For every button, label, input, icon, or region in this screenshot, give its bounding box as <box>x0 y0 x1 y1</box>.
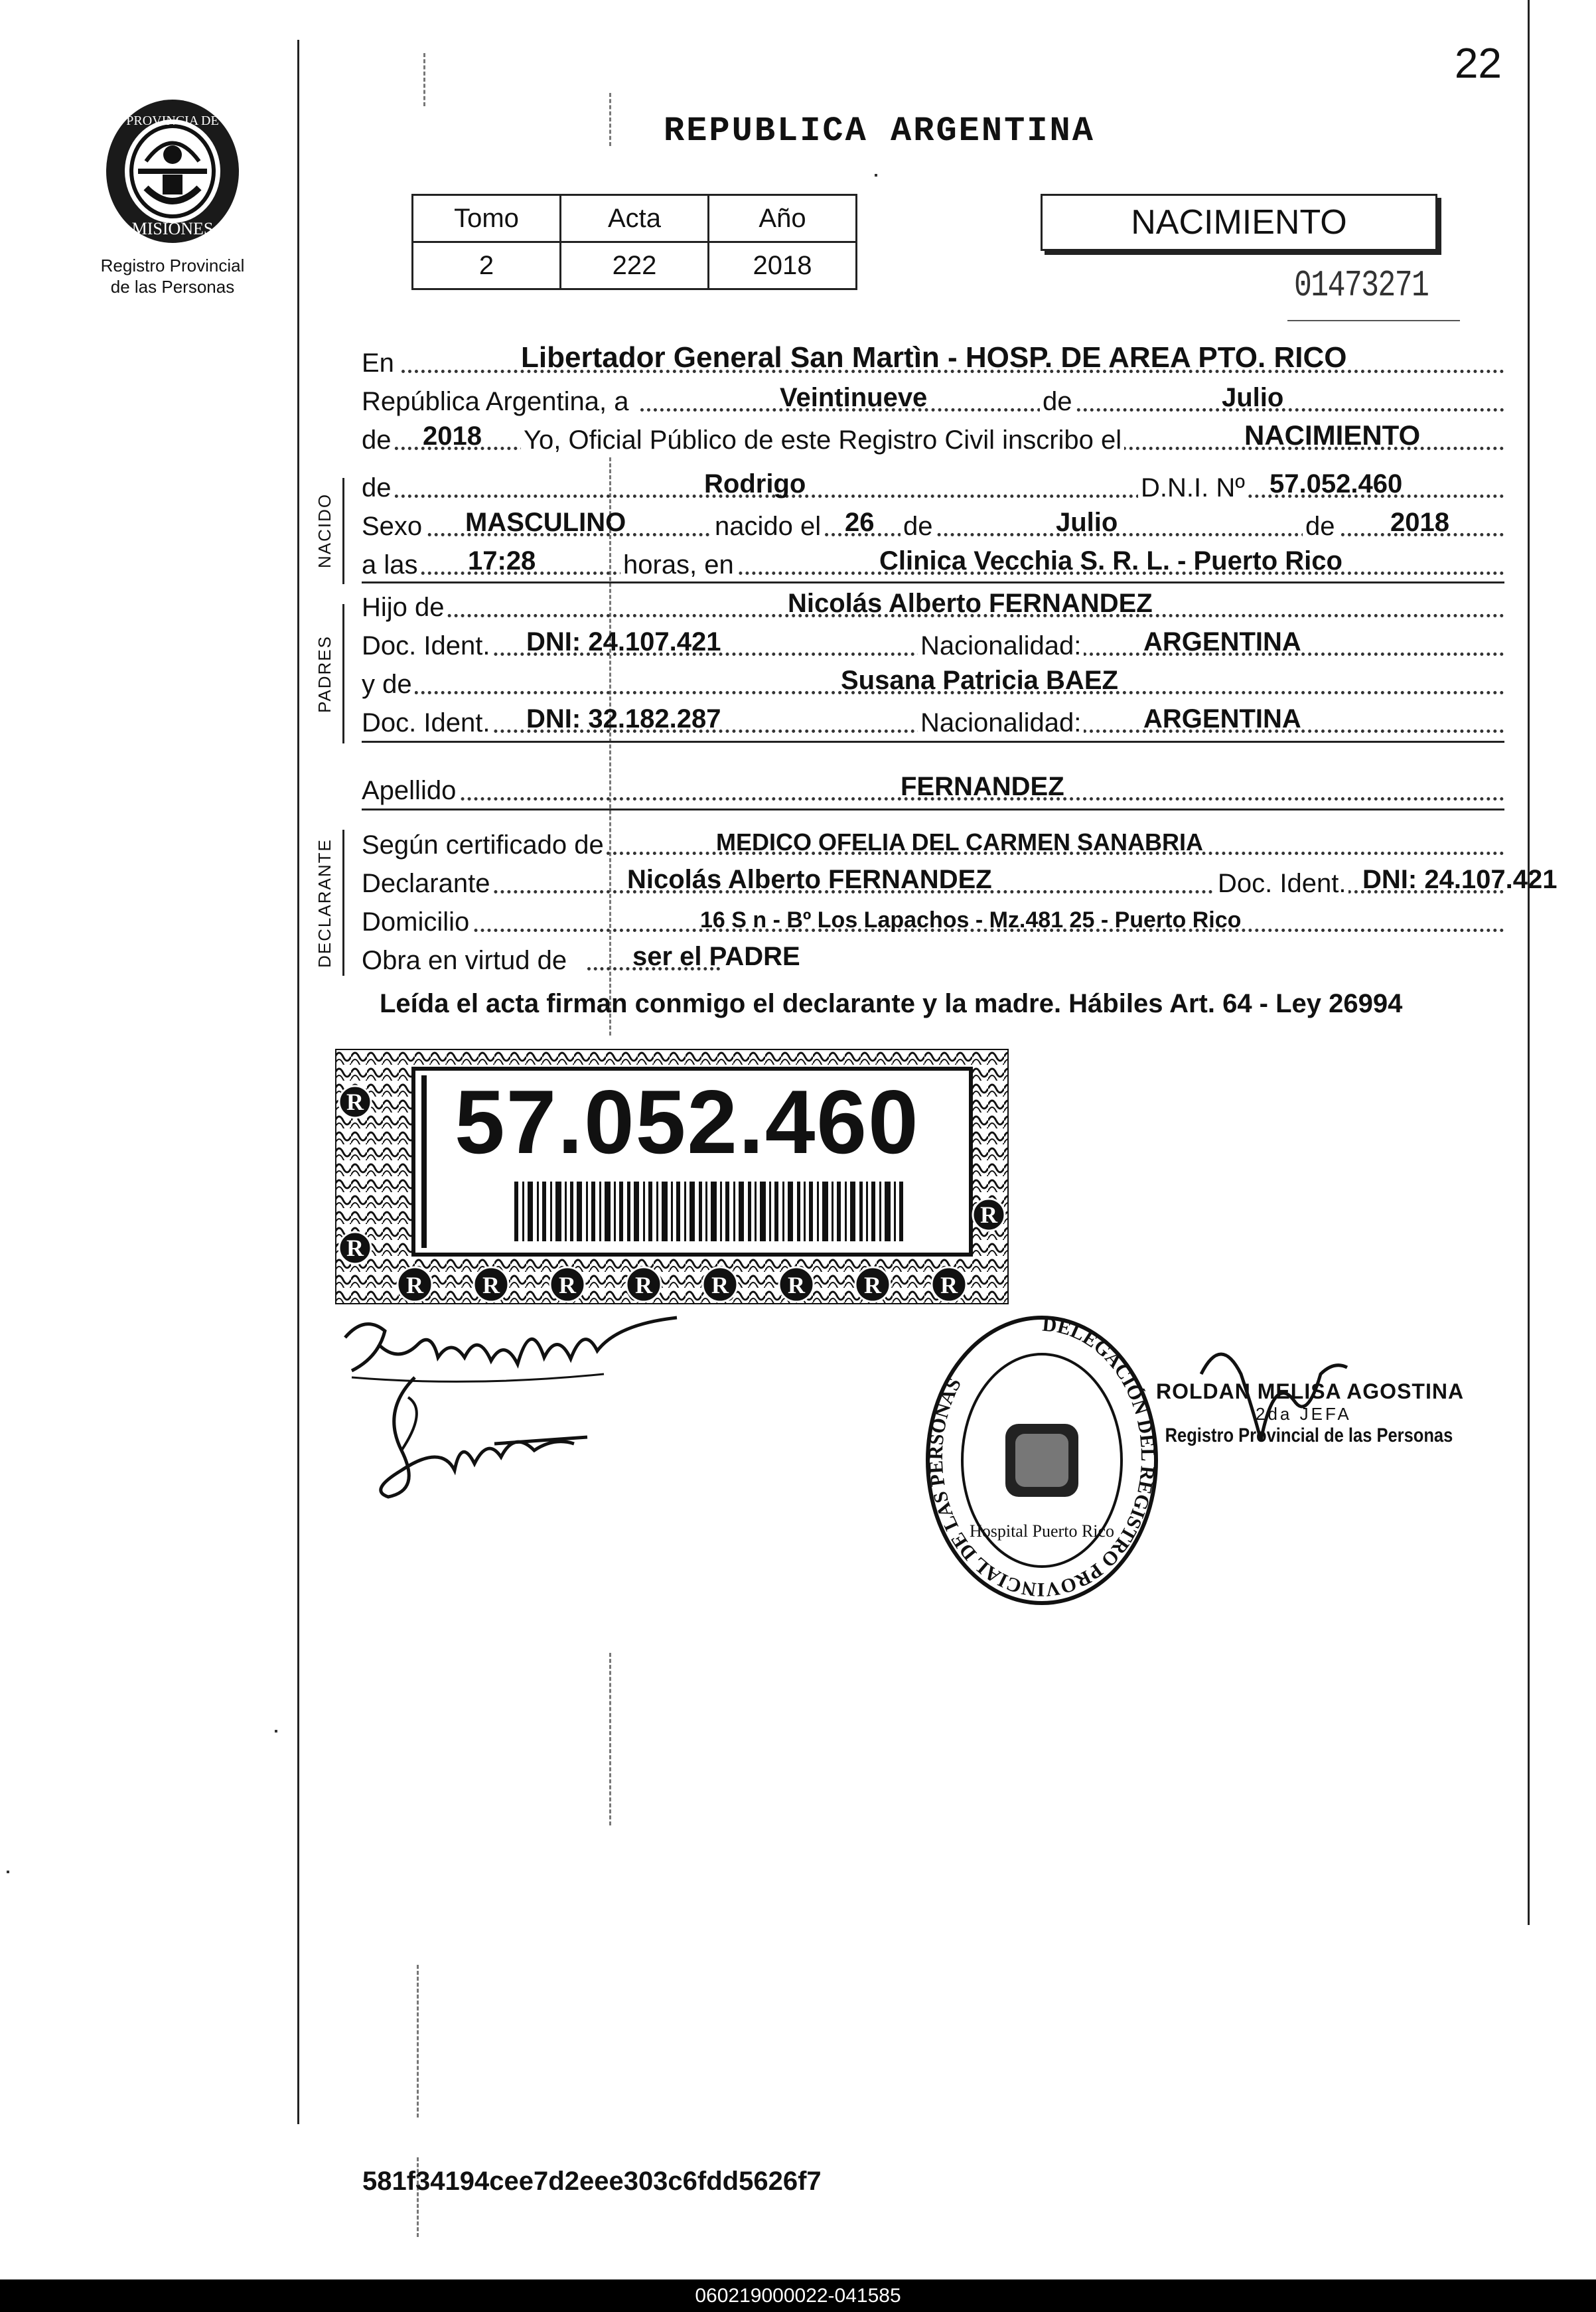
official-name: ROLDAN MELISA AGOSTINA <box>1156 1379 1465 1403</box>
mother-nat-value: ARGENTINA <box>1143 704 1301 733</box>
row-nacido-hora <box>362 542 1504 583</box>
row-hijo-de <box>362 584 1504 625</box>
obra-value: ser el PADRE <box>632 942 800 971</box>
registry-label <box>73 255 272 297</box>
header-acta: Acta <box>561 195 709 242</box>
row-apellido <box>362 767 1504 809</box>
inscribe-value: NACIMIENTO <box>1244 420 1421 451</box>
registry-line-2: de las Personas <box>110 277 235 297</box>
page-number: 22 <box>1454 39 1502 87</box>
birth-place-value: Clinica Vecchia S. R. L. - Puerto Rico <box>879 546 1342 576</box>
stray-mark <box>275 1730 277 1733</box>
footer-bar <box>0 2279 1596 2312</box>
declarante-name-value: Nicolás Alberto FERNANDEZ <box>627 865 992 894</box>
nacido-de-label: de <box>362 473 394 503</box>
serial-underline <box>1287 320 1460 321</box>
child-name-value: Rodrigo <box>704 469 806 499</box>
dni-sticker-number: 57.052.460 <box>455 1071 920 1172</box>
official-stamp <box>916 1304 1168 1616</box>
svg-text:R: R <box>980 1201 997 1228</box>
de-label: de <box>1040 387 1075 417</box>
row-date <box>362 378 1504 420</box>
a-las-label: a las <box>362 550 421 580</box>
official-office: Registro Provincial de las Personas <box>1165 1425 1453 1446</box>
fold-line <box>423 53 425 106</box>
mother-name-value: Susana Patricia BAEZ <box>841 666 1118 695</box>
apellido-label: Apellido <box>362 776 459 806</box>
declarante-label: Declarante <box>362 869 492 899</box>
declarante-section-label: DECLARANTE <box>315 838 334 968</box>
de2-label: de <box>362 425 394 455</box>
sexo-value: MASCULINO <box>465 508 626 537</box>
declarante-doc-value: DNI: 24.107.421 <box>1362 865 1558 894</box>
father-doc-value: DNI: 24.107.421 <box>526 627 721 656</box>
svg-text:R: R <box>559 1272 576 1298</box>
dni-label: D.N.I. Nº <box>1138 473 1248 503</box>
row-nacido-name <box>362 465 1504 506</box>
svg-text:R: R <box>346 1235 364 1261</box>
record-type: NACIMIENTO <box>1131 203 1347 242</box>
section-divider <box>362 581 1504 583</box>
svg-text:R: R <box>711 1272 729 1298</box>
footer-code: 060219000022-041585 <box>695 2285 901 2307</box>
nacido-section-bar <box>342 478 344 584</box>
svg-text:R: R <box>788 1272 805 1298</box>
row-domicilio <box>362 899 1504 940</box>
document-hash: 581f34194cee7d2eee303c6fdd5626f7 <box>362 2167 822 2196</box>
closing-statement: Leída el acta firman conmigo el declarante y la madre. Hábiles Art. 64 - Ley 26994 <box>380 989 1403 1018</box>
value-ano: 2018 <box>709 242 857 289</box>
row-certificado <box>362 822 1504 863</box>
father-doc-label: Doc. Ident. <box>362 631 492 661</box>
birth-year-value: 2018 <box>1390 508 1449 537</box>
right-border-line <box>1528 0 1530 1925</box>
domicilio-label: Domicilio <box>362 907 472 937</box>
row-declarante <box>362 860 1558 901</box>
child-dni-value: 57.052.460 <box>1270 469 1403 499</box>
mother-nat-label: Nacionalidad: <box>918 708 1084 738</box>
serial-number: 01473271 <box>1294 264 1429 307</box>
record-table <box>411 194 857 290</box>
dni-sticker <box>335 1049 1009 1304</box>
svg-text:R: R <box>406 1272 423 1298</box>
declarante-doc-label: Doc. Ident. <box>1215 869 1348 899</box>
republic-label: República Argentina, a <box>362 387 632 417</box>
left-margin-line <box>297 40 299 2124</box>
svg-text:R: R <box>482 1272 500 1298</box>
official-name-block <box>1156 1379 1505 1447</box>
y-de-label: y de <box>362 670 415 700</box>
fold-line <box>417 1965 419 2118</box>
en-label: En <box>362 348 397 378</box>
header-ano: Año <box>709 195 857 242</box>
seal-top-text: PROVINCIA DE <box>126 114 219 128</box>
de-label-3: de <box>1303 512 1338 542</box>
padres-section-label: PADRES <box>315 635 334 713</box>
row-obra <box>362 937 1504 978</box>
record-type-box <box>1041 194 1437 251</box>
declarante-section-bar <box>342 830 344 976</box>
mother-doc-value: DNI: 32.182.287 <box>526 704 721 733</box>
sexo-label: Sexo <box>362 512 425 542</box>
fold-line <box>609 93 611 146</box>
seal-bottom-text: MISIONES <box>131 219 214 238</box>
row-mother-doc <box>362 700 1504 741</box>
month-value: Julio <box>1222 383 1284 412</box>
padres-section-bar <box>342 604 344 743</box>
stamp-ring-text: DELEGACIÓN DEL REGISTRO PROVINCIAL DE LAS PERSONAS <box>924 1313 1159 1601</box>
header-tomo: Tomo <box>413 195 561 242</box>
domicilio-value: 16 S n - Bº Los Lapachos - Mz.481 25 - Puerto Rico <box>700 907 1242 933</box>
de-label-2: de <box>901 512 936 542</box>
horas-label: horas, en <box>620 550 737 580</box>
nacido-section-label: NACIDO <box>315 493 334 568</box>
father-name-value: Nicolás Alberto FERNANDEZ <box>788 589 1153 618</box>
certificado-label: Según certificado de <box>362 830 607 860</box>
fold-line <box>609 1653 611 1825</box>
year-value: 2018 <box>423 422 482 451</box>
stray-mark <box>7 1871 9 1873</box>
obra-label: Obra en virtud de <box>362 946 569 976</box>
apellido-value: FERNANDEZ <box>901 772 1064 801</box>
birth-day-value: 26 <box>845 508 875 537</box>
stray-mark <box>875 174 877 177</box>
official-role: 2da JEFA <box>1256 1404 1352 1424</box>
section-divider <box>362 809 1504 810</box>
row-nacido-sexo <box>362 503 1504 544</box>
registry-seal <box>100 98 246 251</box>
father-nat-value: ARGENTINA <box>1143 627 1301 656</box>
inscribe-label: Yo, Oficial Público de este Registro Civil inscribo el <box>521 425 1124 455</box>
row-father-doc <box>362 623 1504 664</box>
row-inscribe <box>362 417 1504 458</box>
mother-doc-label: Doc. Ident. <box>362 708 492 738</box>
time-value: 17:28 <box>468 546 536 576</box>
svg-text:R: R <box>864 1272 881 1298</box>
birth-month-value: Julio <box>1056 508 1118 537</box>
svg-text:R: R <box>635 1272 652 1298</box>
hijo-de-label: Hijo de <box>362 593 447 623</box>
section-divider <box>362 741 1504 743</box>
row-y-de <box>362 661 1504 702</box>
nacido-el-label: nacido el <box>712 512 824 542</box>
stamp-inner-text: Hospital Puerto Rico <box>969 1521 1115 1541</box>
value-acta: 222 <box>561 242 709 289</box>
row-place <box>362 340 1504 381</box>
svg-text:R: R <box>346 1089 364 1115</box>
document-title: REPUBLICA ARGENTINA <box>664 112 1095 151</box>
svg-text:R: R <box>940 1272 958 1298</box>
father-nat-label: Nacionalidad: <box>918 631 1084 661</box>
registry-line-1: Registro Provincial <box>100 256 245 275</box>
day-words-value: Veintinueve <box>780 383 928 412</box>
mother-signature <box>362 1371 601 1503</box>
value-tomo: 2 <box>413 242 561 289</box>
place-value: Libertador General San Martìn - HOSP. DE AREA PTO. RICO <box>521 341 1347 374</box>
certificado-value: MEDICO OFELIA DEL CARMEN SANABRIA <box>716 828 1204 856</box>
